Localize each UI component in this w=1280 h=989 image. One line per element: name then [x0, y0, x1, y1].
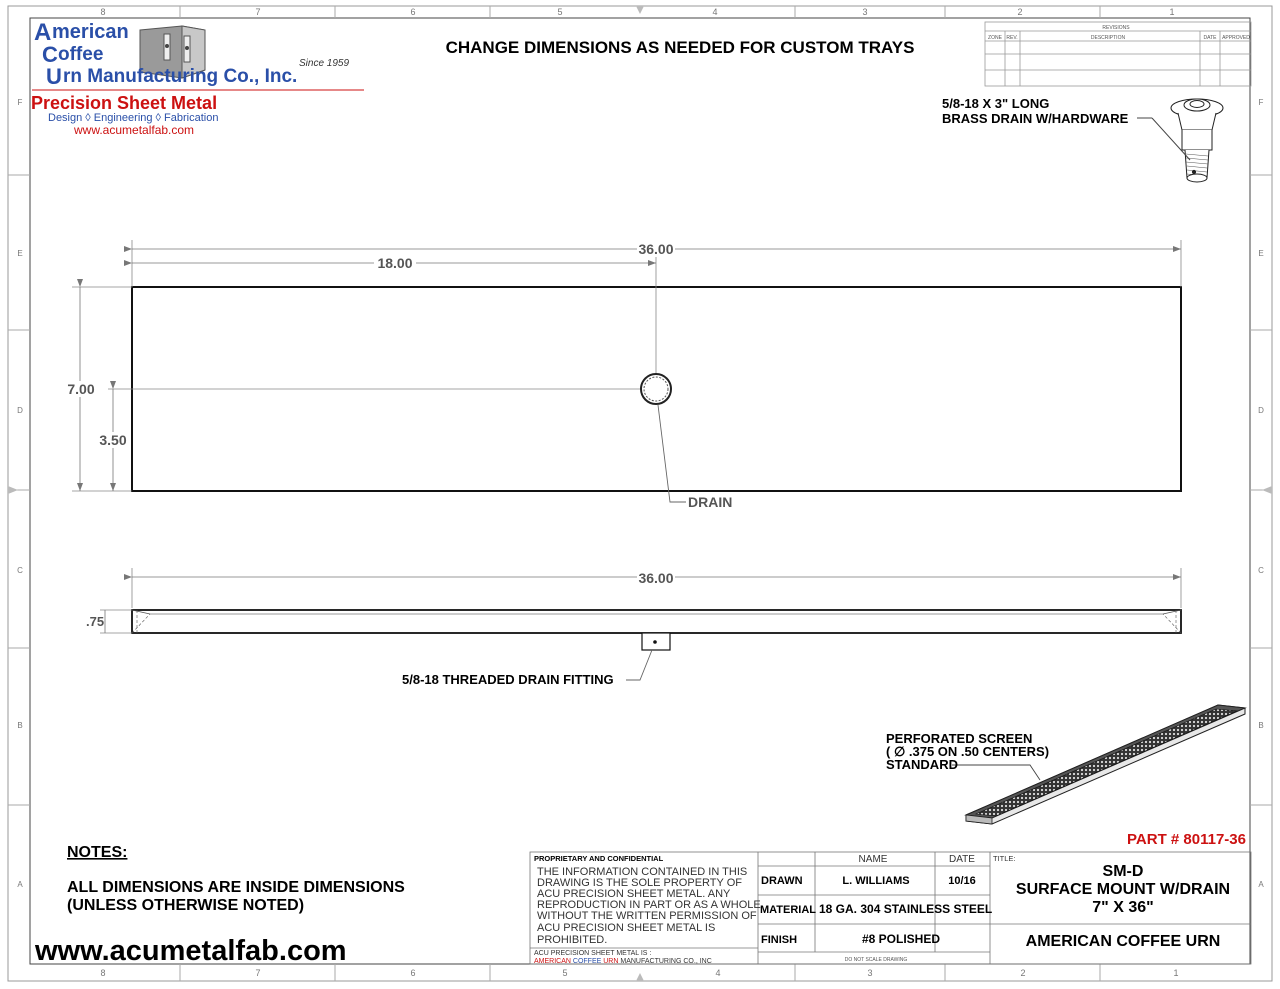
tb-title-3: 7" X 36": [1092, 899, 1154, 916]
tb-title-label: TITLE:: [993, 854, 1016, 863]
zone-bottom-2: 2: [1020, 968, 1026, 978]
zone-top-7: 7: [255, 7, 261, 17]
center-mark-top: [636, 6, 644, 14]
tb-prop-line-6: ACU PRECISION SHEET METAL IS: [537, 922, 716, 934]
tb-material-label: MATERIAL: [760, 904, 817, 916]
rev-col-zone: ZONE: [988, 35, 1002, 41]
tb-name-header: NAME: [858, 854, 888, 865]
fitting-callout: 5/8-18 THREADED DRAIN FITTING: [402, 672, 614, 687]
tb-drawn-label: DRAWN: [761, 875, 803, 887]
zone-left-d: D: [17, 406, 23, 415]
zone-bottom-3: 3: [867, 968, 873, 978]
zone-top-1: 1: [1169, 7, 1175, 17]
tb-acu-line-2: AMERICAN COFFEE URN MANUFACTURING CO., INC: [534, 958, 712, 965]
logo-since: Since 1959: [299, 58, 350, 69]
zone-bottom-5: 5: [562, 968, 568, 978]
outer-frame: [8, 6, 1272, 981]
iso-tray-view: [966, 705, 1245, 824]
zone-ticks: [8, 6, 1272, 981]
zone-top-3: 3: [862, 7, 868, 17]
dim-height: .75: [86, 614, 105, 629]
zone-left-f: F: [17, 98, 23, 107]
drain-callout: DRAIN: [688, 494, 733, 510]
zone-right-e: E: [1258, 249, 1264, 258]
zone-right-c: C: [1258, 566, 1264, 575]
zone-bottom-4: 4: [715, 968, 721, 978]
zone-left-b: B: [17, 721, 23, 730]
center-mark-left: [8, 486, 18, 494]
rev-col-approved: APPROVED: [1222, 35, 1250, 41]
tb-prop-line-5: WITHOUT THE WRITTEN PERMISSION OF: [537, 910, 757, 922]
tb-material-value: 18 GA. 304 STAINLESS STEEL: [819, 902, 993, 916]
notes-heading: NOTES:: [67, 844, 128, 861]
logo-cap-a: A: [34, 19, 52, 46]
tb-prop-line-4: REPRODUCTION IN PART OR AS A WHOLE: [537, 899, 761, 911]
zone-left-e: E: [17, 249, 23, 258]
rev-col-description: DESCRIPTION: [1090, 35, 1126, 41]
revisions-title: REVISIONS: [1102, 25, 1130, 31]
screen-callout-1: PERFORATED SCREEN: [886, 731, 1033, 746]
rev-col-date: DATE: [1203, 35, 1217, 41]
zone-bottom-7: 7: [255, 968, 261, 978]
tb-prop-heading: PROPRIETARY AND CONFIDENTIAL: [534, 854, 664, 863]
logo-line2: offee: [58, 44, 104, 65]
tb-date-header: DATE: [949, 854, 975, 865]
tb-prop-line-2: DRAWING IS THE SOLE PROPERTY OF: [537, 877, 742, 889]
zone-right-b: B: [1258, 721, 1264, 730]
center-mark-bottom: [636, 973, 644, 981]
tb-finish-label: FINISH: [761, 934, 798, 946]
logo-line3: rn Manufacturing Co., Inc.: [63, 66, 298, 87]
logo-psm: Precision Sheet Metal: [31, 93, 218, 113]
zone-right-f: F: [1258, 98, 1264, 107]
drain-hole: [641, 374, 671, 404]
notes-line-1: ALL DIMENSIONS ARE INSIDE DIMENSIONS: [67, 879, 405, 896]
drain-hw-callout-2: BRASS DRAIN W/HARDWARE: [942, 111, 1129, 126]
logo-url: www.acumetalfab.com: [74, 123, 195, 137]
zone-top-8: 8: [100, 7, 106, 17]
screen-leader: [952, 765, 1040, 780]
notes-line-2: (UNLESS OTHERWISE NOTED): [67, 897, 305, 914]
tb-company: AMERICAN COFFEE URN: [1025, 933, 1221, 950]
zone-right-d: D: [1258, 406, 1264, 415]
dim-length-top: 36.00: [638, 241, 674, 257]
tb-dont-scale: DO NOT SCALE DRAWING: [844, 957, 908, 963]
tray-outline-side: [132, 610, 1181, 633]
fitting-leader: [626, 650, 652, 680]
company-logo: [31, 19, 364, 137]
logo-services: Design ◊ Engineering ◊ Fabrication: [48, 112, 219, 124]
zone-bottom-8: 8: [100, 968, 106, 978]
part-number: PART # 80117-36: [1127, 831, 1246, 848]
zone-right-a: A: [1258, 880, 1264, 889]
dim-width: 7.00: [67, 381, 95, 397]
drain-hardware-illustration: [1171, 99, 1223, 182]
zone-bottom-1: 1: [1173, 968, 1179, 978]
dim-half-width: 3.50: [99, 432, 127, 448]
drain-leader: [658, 405, 686, 502]
zone-left-c: C: [17, 566, 23, 575]
center-mark-right: [1262, 486, 1272, 494]
tb-finish-value: #8 POLISHED: [861, 932, 941, 946]
logo-cap-u: U: [46, 64, 62, 89]
website-footer: www.acumetalfab.com: [35, 935, 347, 967]
tb-title-1: SM-D: [1102, 863, 1144, 880]
zone-top-4: 4: [712, 7, 718, 17]
tb-title-2: SURFACE MOUNT W/DRAIN: [1015, 881, 1231, 898]
tb-prop-line-7: PROHIBITED.: [537, 934, 608, 946]
header-note: CHANGE DIMENSIONS AS NEEDED FOR CUSTOM TRAYS: [445, 38, 915, 57]
top-view: [72, 240, 1181, 502]
screen-callout-2: ( ∅ .375 ON .50 CENTERS): [886, 744, 1050, 759]
zone-left-a: A: [17, 880, 23, 889]
revisions-table: [985, 22, 1251, 86]
dim-half-length: 18.00: [377, 255, 413, 271]
zone-top-5: 5: [557, 7, 563, 17]
zone-top-6: 6: [410, 7, 416, 17]
rev-col-rev: REV.: [1006, 35, 1018, 41]
logo-line1: merican: [52, 21, 129, 43]
notes: [67, 844, 405, 914]
tb-drawn-name: L. WILLIAMS: [842, 875, 910, 887]
tb-acu-line: ACU PRECISION SHEET METAL IS :: [534, 950, 652, 957]
zone-bottom-6: 6: [410, 968, 416, 978]
dim-length-side: 36.00: [638, 570, 674, 586]
perforated-screen: [976, 709, 1237, 816]
drain-hw-callout-1: 5/8-18 X 3" LONG: [942, 96, 1050, 111]
screen-callout-3: STANDARD: [886, 757, 958, 772]
tb-prop-line-3: ACU PRECISION SHEET METAL. ANY: [537, 888, 731, 900]
logo-cap-c: C: [42, 42, 58, 67]
tb-prop-line-1: THE INFORMATION CONTAINED IN THIS: [537, 866, 748, 878]
tb-drawn-date: 10/16: [948, 875, 976, 887]
zone-top-2: 2: [1017, 7, 1023, 17]
